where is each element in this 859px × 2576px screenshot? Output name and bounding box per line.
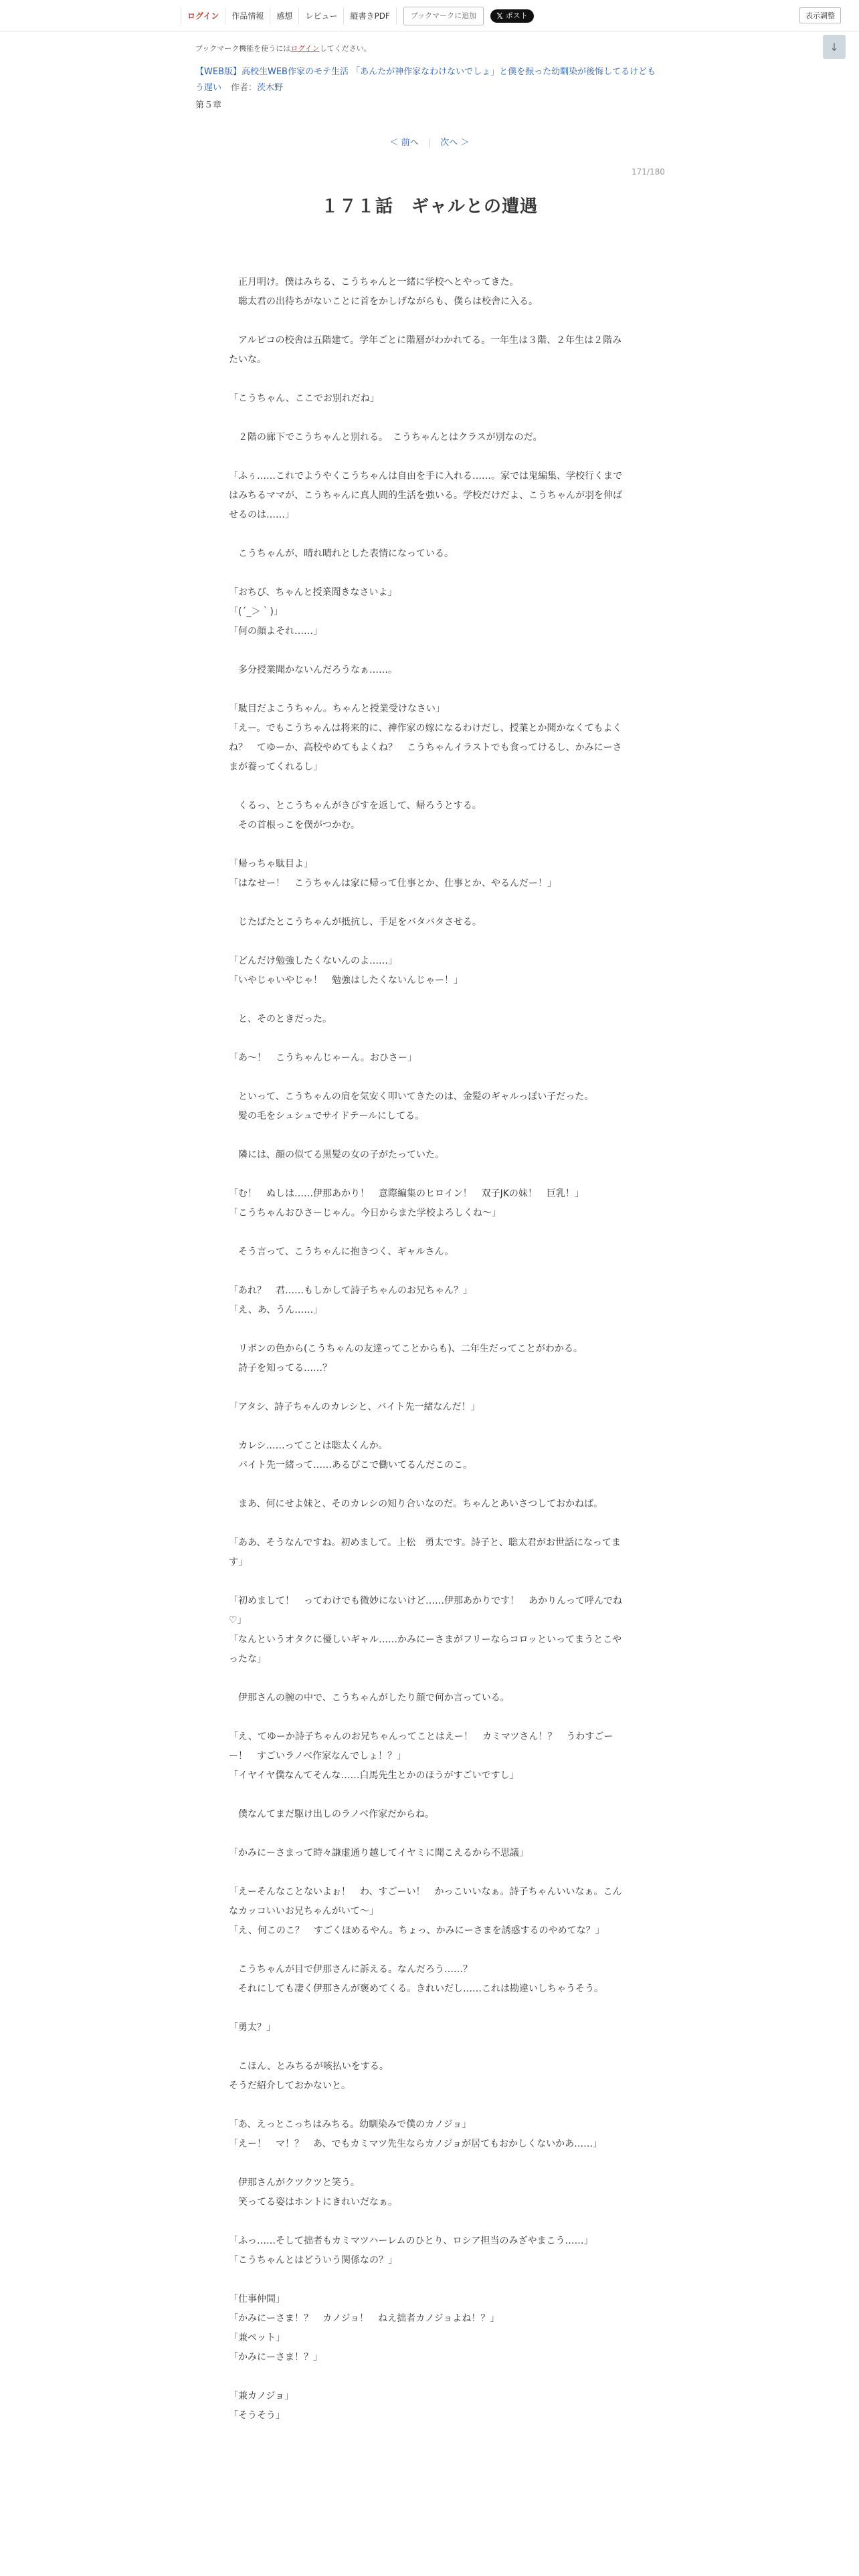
story-paragraph (229, 2057, 630, 2096)
author-link[interactable]: 茨木野 (257, 83, 284, 93)
story-line: 「兼ペット」 (229, 2333, 285, 2343)
story-paragraph (229, 428, 630, 447)
story-line: 「えー。でもこうちゃんは将来的に、神作家の嫁になるわけだし、授業とか聞かなくてもよくね？ てゆーか、高校やめてもよくね？ こうちゃんイラストでも食ってけるし、かみにーさまが養ってくれるし」 (229, 723, 622, 772)
story-line: 隣には、顔の似てる黒髪の女の子がたっていた。 (229, 1150, 444, 1160)
story-line: 「えー！ マ！？ あ、でもカミマツ先生ならカノジョが居てもおかしくないかあ……」 (229, 2139, 603, 2149)
story-line: 「こうちゃんおひさーじゃん。今日からまた学校よろしくね〜」 (229, 1208, 501, 1218)
story-paragraph (229, 1049, 630, 1068)
story-paragraph (229, 1281, 630, 1320)
story-line: 「帰っちゃ駄目よ」 (229, 859, 313, 869)
story-line: その首根っこを僕がつかむ。 (229, 820, 360, 831)
story-line: カレシ……ってことは聡太くんか。 (229, 1440, 388, 1451)
story-line: それにしても凄く伊那さんが褒めてくる。きれいだし……これは勘違いしちゃうそう。 (229, 1983, 603, 1994)
story-paragraph (229, 2018, 630, 2038)
story-line: 「ふっ……そして拙者もカミマツハーレムのひとり、ロシア担当のみざやまこう……」 (229, 2236, 593, 2246)
prev-episode-link[interactable]: ＜ 前へ (389, 138, 419, 148)
main-nav (181, 7, 534, 25)
story-paragraph (229, 273, 630, 312)
story-line: くるっ、とこうちゃんがきびすを返して、帰ろうとする。 (229, 800, 482, 811)
story-paragraph (229, 661, 630, 680)
episode-title: １７１話 ギャルとの遭遇 (320, 197, 538, 217)
bookmark-note-post: してください。 (319, 44, 371, 53)
story-paragraph (229, 1087, 630, 1126)
story-line: 「そうそう」 (229, 2410, 285, 2421)
story-paragraph (229, 2232, 630, 2270)
story-line: まあ、何にせよ妹と、そのカレシの知り合いなのだ。ちゃんとあいさつしておかねば。 (229, 1499, 603, 1509)
story-line: 「アタシ、詩子ちゃんのカレシと、バイト先一緒なんだ！」 (229, 1402, 480, 1412)
story-line: 僕なんてまだ駆け出しのラノベ作家だからね。 (229, 1809, 435, 1820)
story-line: 「かみにーさま！？」 (229, 2352, 322, 2363)
story-line: 「かみにーさま！？ カノジョ！ ねえ拙者カノジョよね！？」 (229, 2313, 500, 2324)
story-line: 正月明け。僕はみちる、こうちゃんと一緒に学校へとやってきた。 (229, 277, 519, 288)
story-line: リボンの色から(こうちゃんの友達ってことからも)、二年生だってことがわかる。 (229, 1344, 583, 1354)
novel-title-block (195, 64, 664, 96)
impressions-link[interactable]: 感想 (270, 7, 299, 25)
story-paragraph (229, 1184, 630, 1223)
story-line: 「なんというオタクに優しいギャル……かみにーさまがフリーならコロッといってまうとこやったな」 (229, 1634, 622, 1665)
story-line: 笑ってる姿はホントにきれいだなぁ。 (229, 2197, 397, 2208)
bookmark-login-link[interactable]: ログイン (290, 44, 320, 53)
story-line: 「こうちゃん、ここでお別れだね」 (229, 393, 379, 404)
story-paragraph (229, 700, 630, 777)
story-paragraph (229, 1727, 630, 1786)
story-line: 「(´_＞｀)」 (229, 607, 283, 617)
story-paragraph (229, 544, 630, 564)
story-paragraph (229, 2387, 630, 2426)
story-line: 「えーそんなことないよぉ！ わ、すごーい！ かっこいいなぁ。詩子ちゃんいいなぁ。こんなカッコいいお兄ちゃんがいて〜」 (229, 1887, 622, 1917)
story-line: 「あ〜！ こうちゃんじゃーん。おひさー」 (229, 1053, 417, 1063)
vertical-pdf-link[interactable]: 縦書きPDF (344, 7, 396, 25)
work-info-link[interactable]: 作品情報 (225, 7, 270, 25)
story-line: バイト先一緒って……あるぴこで働いてるんだこのこ。 (229, 1460, 472, 1471)
story-line: 「イヤイヤ僕なんてそんな……白馬先生とかのほうがすごいですし」 (229, 1770, 519, 1781)
story-line: こうちゃんが、晴れ晴れとした表情になっている。 (229, 548, 454, 559)
add-bookmark-button[interactable]: ブックマークに追加 (403, 7, 484, 25)
novel-title-link[interactable]: 【WEB版】高校生WEB作家のモテ生活 「あんたが神作家なわけないでしょ」と僕を振った幼馴染が後悔してるけどもう遅い (195, 67, 656, 93)
story-line: 髪の毛をシュシュでサイドテールにしてる。 (229, 1111, 425, 1121)
story-paragraph (229, 1146, 630, 1165)
story-paragraph (229, 583, 630, 641)
story-line: 「何の顔よそれ……」 (229, 626, 322, 637)
scroll-down-button[interactable] (823, 35, 846, 59)
story-paragraph (229, 1960, 630, 1999)
story-line: 多分授業聞かないんだろうなぁ……。 (229, 665, 397, 675)
story-line: 「かみにーさまって時々謙虚通り越してイヤミに聞こえるから不思議」 (229, 1848, 529, 1858)
x-post-button[interactable] (490, 9, 534, 23)
story-line: 「え、てゆーか詩子ちゃんのお兄ちゃんってことはえー！ カミマツさん！？ うわすごーー！ すごいラノベ作家なんでしょ！？」 (229, 1731, 613, 1761)
story-line: じたばたとこうちゃんが抵抗し、手足をバタバタさせる。 (229, 917, 482, 928)
story-paragraph (229, 855, 630, 893)
story-paragraph (229, 467, 630, 525)
story-line: 「え、何このこ？ すごくほめるやん。ちょっ、かみにーさまを誘惑するのやめてな？」 (229, 1925, 605, 1936)
story-line: と、そのときだった。 (229, 1014, 332, 1025)
story-paragraph (229, 2290, 630, 2367)
story-paragraph (229, 796, 630, 835)
story-paragraph (229, 913, 630, 932)
review-link[interactable]: レビュー (299, 7, 344, 25)
story-paragraph (229, 1339, 630, 1378)
display-settings-button[interactable]: 表示調整 (799, 7, 841, 23)
story-line: 「こうちゃんとはどういう関係なの？」 (229, 2255, 397, 2266)
story-line: そうだ紹介しておかないと。 (229, 2080, 351, 2091)
story-paragraph (229, 2115, 630, 2154)
bookmark-note-pre: ブックマーク機能を使うには (195, 44, 291, 53)
story-line: そう言って、こうちゃんに抱きつく、ギャルさん。 (229, 1247, 454, 1257)
story-line: 「初めまして！ ってわけでも微妙にないけど……伊那あかりです！ あかりんって呼んでね♡」 (229, 1596, 622, 1626)
story-paragraph (229, 1398, 630, 1417)
story-line: 「兼カノジョ」 (229, 2391, 294, 2401)
story-paragraph (229, 1495, 630, 1514)
story-line: 「ああ、そうなんですね。初めまして。上松 勇太です。詩子と、聡太君がお世話になってます」 (229, 1537, 622, 1568)
story-line: アルピコの校舎は五階建て。学年ごとに階層がわかれてる。一年生は３階、２年生は２階みたいな。 (229, 335, 622, 365)
author-label: 作者： (231, 83, 258, 93)
story-line: といって、こうちゃんの肩を気安く叩いてきたのは、金髪のギャルっぽい子だった。 (229, 1091, 594, 1102)
story-line: こほん、とみちるが咳払いをする。 (229, 2061, 389, 2072)
story-line: 聡太君の出待ちがないことに首をかしげながらも、僕らは校舎に入る。 (229, 296, 538, 307)
story-line: 伊那さんがクツクツと笑う。 (229, 2177, 360, 2188)
story-paragraph (229, 1805, 630, 1824)
story-body (229, 273, 630, 2445)
story-line: ２階の廊下でこうちゃんと別れる。 こうちゃんとはクラスが別なのだ。 (229, 432, 543, 443)
story-line: こうちゃんが目で伊那さんに訴える。なんだろう……？ (229, 1964, 472, 1975)
x-logo-icon: 𝕏 (496, 11, 503, 21)
bookmark-note (195, 43, 371, 53)
story-paragraph (229, 1592, 630, 1669)
story-line: 「む！ ぬしは……伊那あかり！ 意際編集のヒロイン！ 双子JKの妹！ 巨乳！」 (229, 1188, 584, 1199)
next-episode-link[interactable]: 次へ ＞ (440, 138, 470, 148)
login-link[interactable]: ログイン (181, 7, 225, 25)
story-line: 「おちび、ちゃんと授業聞きなさいよ」 (229, 587, 397, 598)
story-paragraph (229, 2173, 630, 2212)
story-paragraph (229, 1010, 630, 1029)
story-line: 「勇太？」 (229, 2022, 276, 2033)
arrow-down-icon: ↓ (830, 40, 839, 53)
pager-divider: | (427, 138, 432, 148)
chapter-label: 第５章 (195, 100, 222, 110)
story-paragraph (229, 389, 630, 409)
x-post-label: ポスト (505, 11, 528, 20)
story-line: 「はなせー！ こうちゃんは家に帰って仕事とか、仕事とか、やるんだー！」 (229, 878, 557, 889)
story-paragraph (229, 1533, 630, 1572)
story-line: 「ふぅ……これでようやくこうちゃんは自由を手に入れる……。家では鬼編集、学校行くまではみちるママが、こうちゃんに真人間的生活を強いる。学校だけだよ、こうちゃんが羽を伸ばせるのは……」 (229, 471, 622, 520)
top-bar (0, 0, 859, 31)
page-counter: 171/180 (632, 167, 665, 177)
story-line: 「どんだけ勉強したくないんのよ……」 (229, 956, 397, 966)
story-paragraph (229, 1844, 630, 1863)
story-line: 「あ、えっとこっちはみちる。幼馴染みで僕のカノジョ」 (229, 2119, 472, 2130)
story-line: 「いやじゃいやじゃ！ 勉強はしたくないんじゃー！」 (229, 975, 463, 986)
story-paragraph (229, 1883, 630, 1941)
story-paragraph (229, 1243, 630, 1262)
story-line: 「あれ？ 君……もしかして詩子ちゃんのお兄ちゃん？」 (229, 1285, 472, 1296)
story-paragraph (229, 1689, 630, 1708)
story-line: 「仕事仲間」 (229, 2294, 285, 2304)
story-paragraph (229, 1436, 630, 1475)
story-line: 「え、あ、うん……」 (229, 1305, 323, 1315)
story-paragraph (229, 331, 630, 370)
story-line: 「駄目だよこうちゃん。ちゃんと授業受けなさい」 (229, 704, 445, 714)
story-paragraph (229, 952, 630, 990)
story-line: 伊那さんの腕の中で、こうちゃんがしたり顔で何か言っている。 (229, 1693, 510, 1703)
story-line: 詩子を知ってる……？ (229, 1363, 332, 1374)
episode-pager (0, 135, 859, 148)
